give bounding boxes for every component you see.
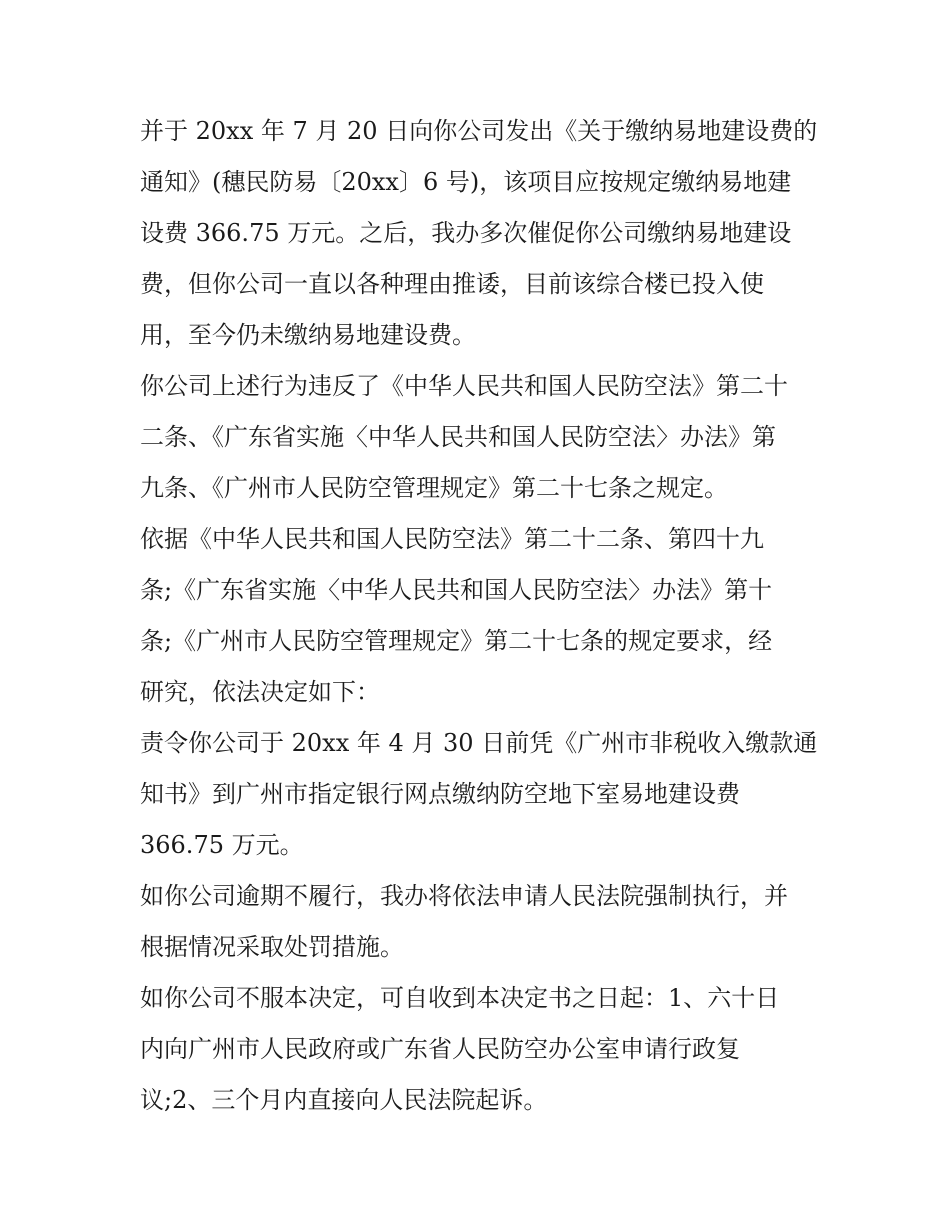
text-line: 通知》(穗民防易〔20xx〕6 号)，该项目应按规定缴纳易地建 <box>140 168 792 196</box>
text-line: 依据《中华人民共和国人民防空法》第二十二条、第四十九 <box>140 525 764 553</box>
paragraph-appeal-rights <box>140 973 820 1126</box>
text-line: 设费 366.75 万元。之后，我办多次催促你公司缴纳易地建设 <box>140 219 792 247</box>
paragraph-legal-basis <box>140 514 820 718</box>
text-line: 研究，依法决定如下： <box>140 678 380 706</box>
text-line: 条;《广东省实施〈中华人民共和国人民防空法〉办法》第十 <box>140 576 773 604</box>
text-line: 用，至今仍未缴纳易地建设费。 <box>140 321 476 349</box>
text-line: 并于 20xx 年 7 月 20 日向你公司发出《关于缴纳易地建设费的 <box>140 117 818 145</box>
paragraph-enforcement <box>140 871 820 973</box>
text-line: 责令你公司于 20xx 年 4 月 30 日前凭《广州市非税收入缴款通 <box>140 729 818 757</box>
text-line: 内向广州市人民政府或广东省人民防空办公室申请行政复 <box>140 1035 740 1063</box>
text-line: 条;《广州市人民防空管理规定》第二十七条的规定要求，经 <box>140 627 773 655</box>
paragraph-order-payment <box>140 718 820 871</box>
text-line: 如你公司不服本决定，可自收到本决定书之日起：1、六十日 <box>140 984 780 1012</box>
text-line: 知书》到广州市指定银行网点缴纳防空地下室易地建设费 <box>140 780 740 808</box>
paragraph-violation <box>140 361 820 514</box>
text-line: 二条、《广东省实施〈中华人民共和国人民防空法〉办法》第 <box>140 423 776 451</box>
text-line: 根据情况采取处罚措施。 <box>140 933 404 961</box>
text-line: 费，但你公司一直以各种理由推诿，目前该综合楼已投入使 <box>140 270 764 298</box>
document-body <box>140 106 820 1126</box>
text-line: 九条、《广州市人民防空管理规定》第二十七条之规定。 <box>140 474 728 502</box>
paragraph-project-fee-notice <box>140 106 820 361</box>
text-line: 366.75 万元。 <box>140 831 304 859</box>
text-line: 如你公司逾期不履行，我办将依法申请人民法院强制执行，并 <box>140 882 788 910</box>
text-line: 议;2、三个月内直接向人民法院起诉。 <box>140 1086 548 1114</box>
text-line: 你公司上述行为违反了《中华人民共和国人民防空法》第二十 <box>140 372 788 400</box>
